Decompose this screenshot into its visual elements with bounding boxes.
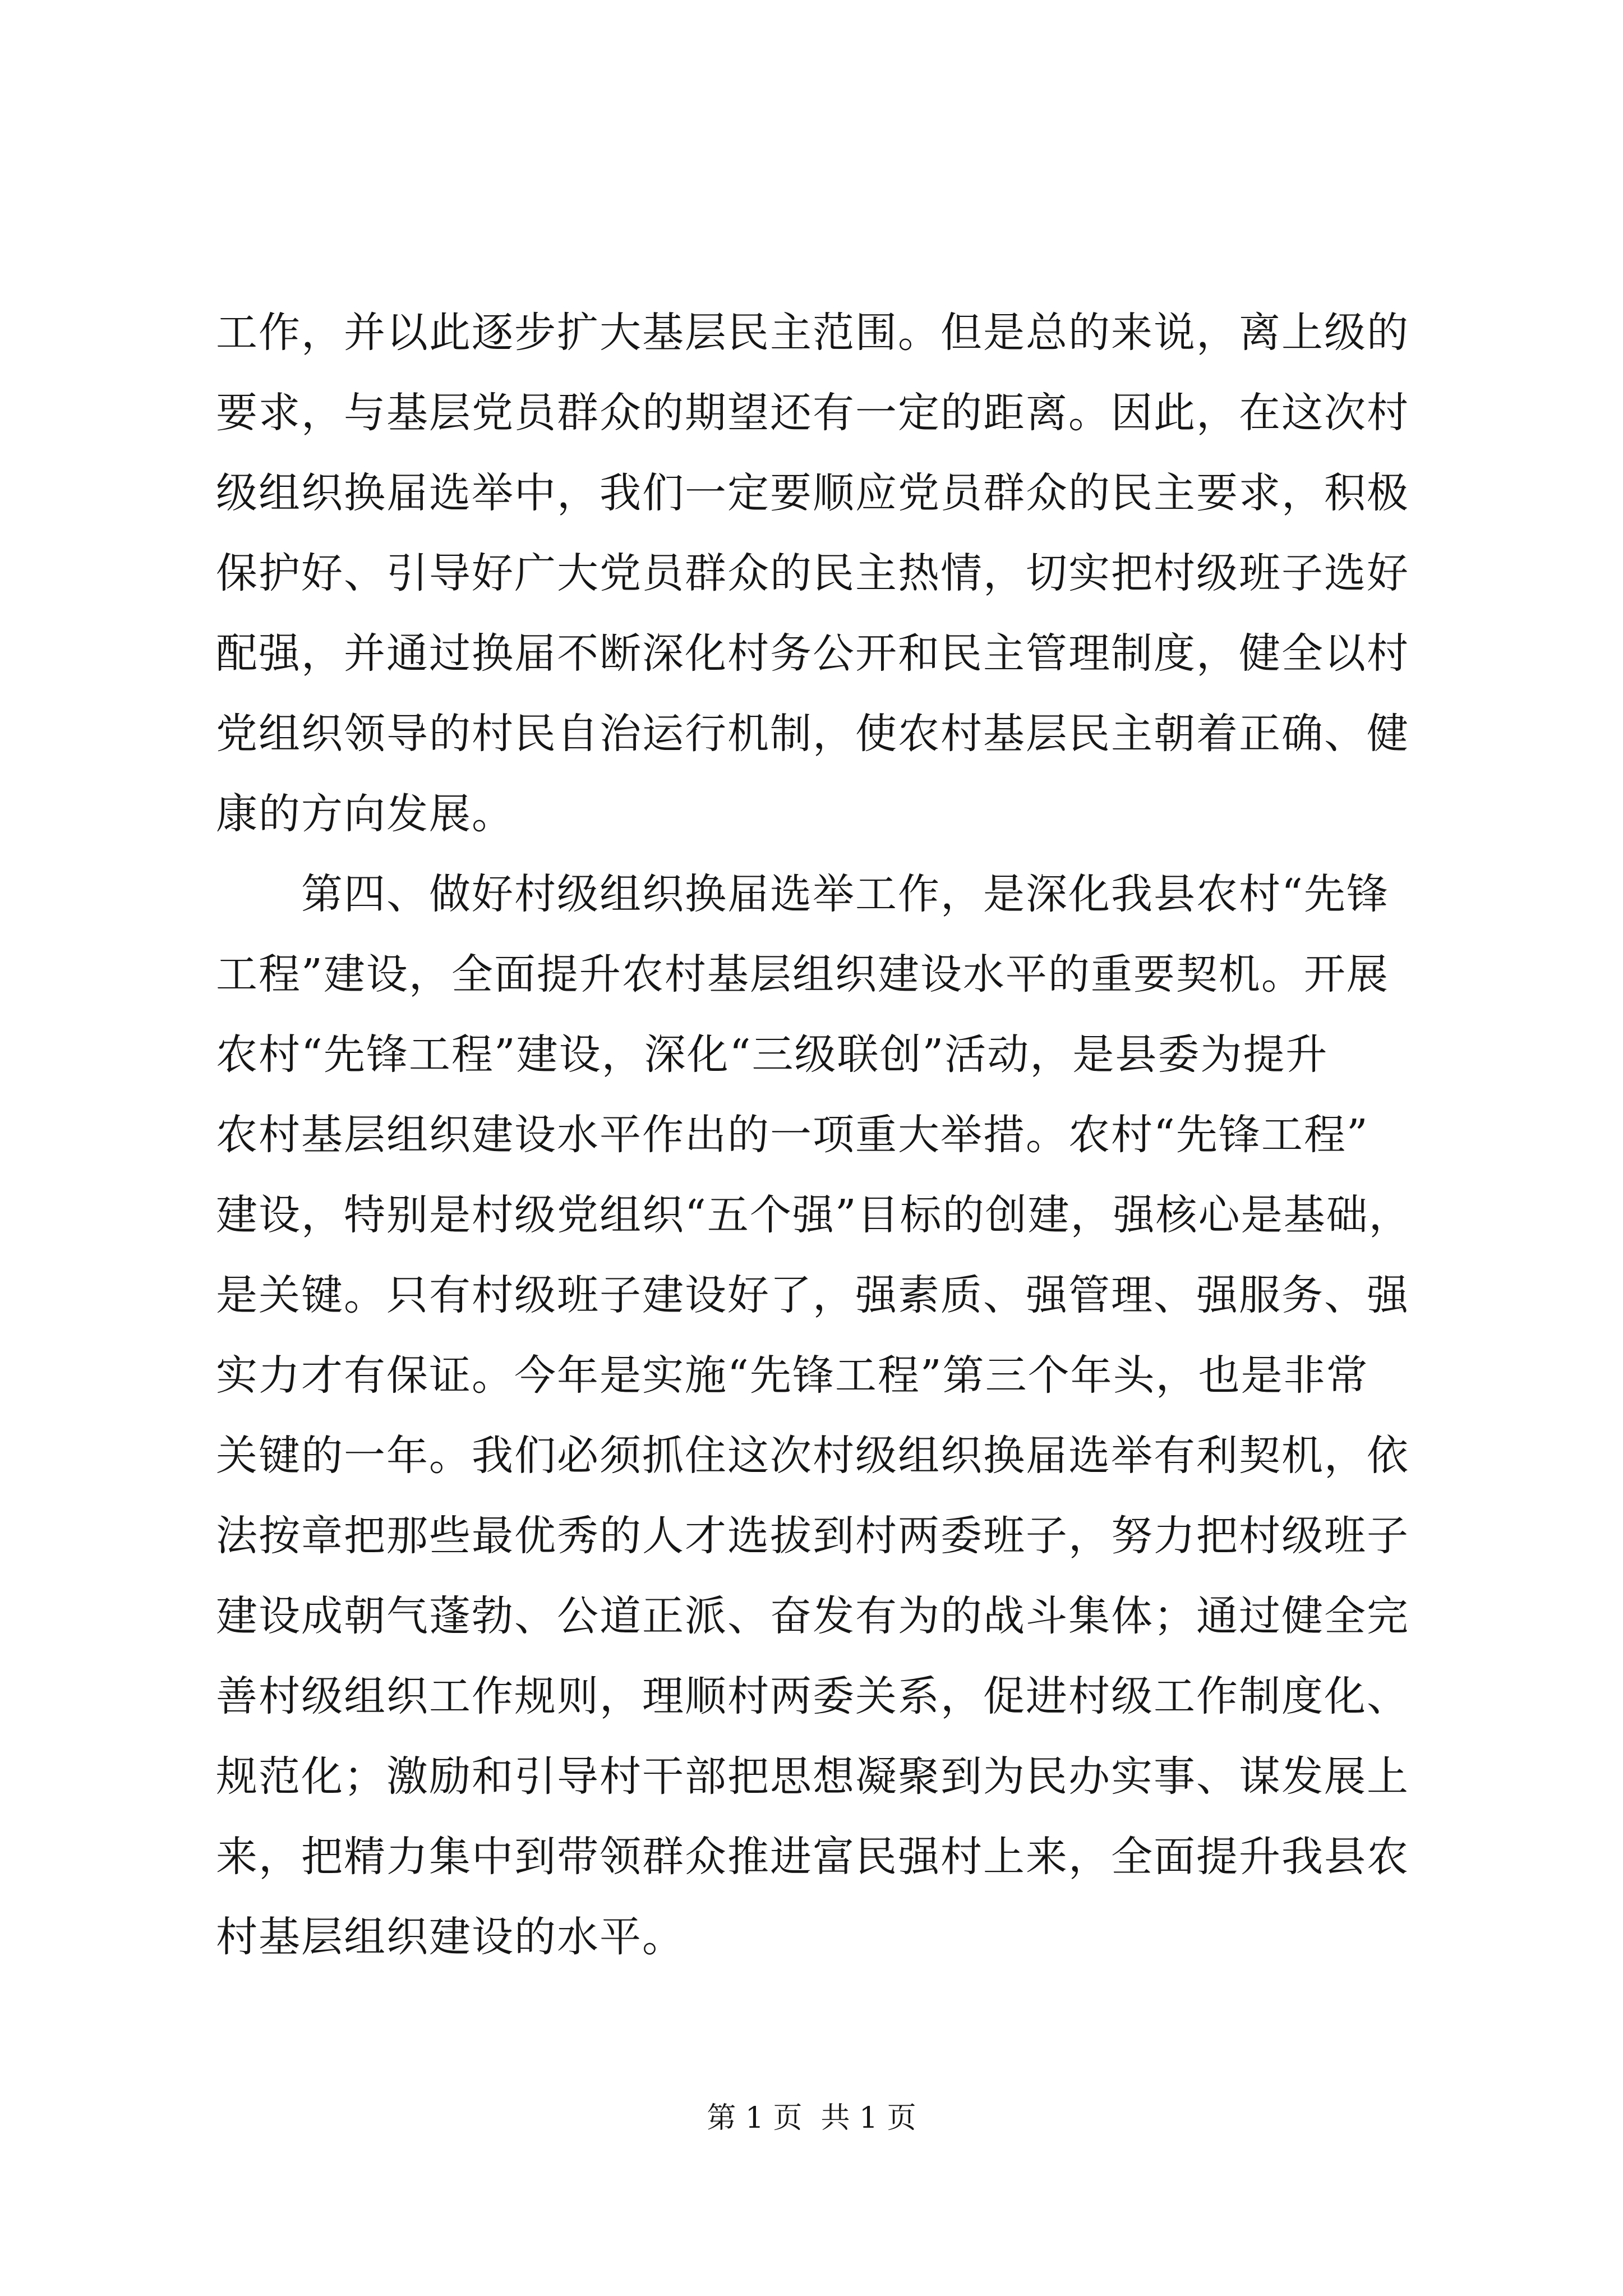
text-line: 村基层组织建设的水平。	[216, 1913, 685, 1961]
text-line: 工作，并以此逐步扩大基层民主范围。但是总的来说，离上级的	[216, 309, 1409, 357]
text-line: 规范化；激励和引导村干部把思想凝聚到为民办实事、谋发展上	[216, 1752, 1409, 1801]
text-line: 要求，与基层党员群众的期望还有一定的距离。因此，在这次村	[216, 389, 1409, 437]
text-line: 是关键。只有村级班子建设好了，强素质、强管理、强服务、强	[216, 1271, 1409, 1319]
text-line: 工程”建设，全面提升农村基层组织建设水平的重要契机。开展	[216, 950, 1389, 999]
page-number: 第 1 页 共 1 页	[707, 2101, 916, 2135]
text-line: 善村级组织工作规则，理顺村两委关系，促进村级工作制度化、	[216, 1672, 1409, 1720]
text-line: 康的方向发展。	[216, 790, 514, 838]
text-line: 党组织领导的村民自治运行机制，使农村基层民主朝着正确、健	[216, 710, 1409, 758]
paragraph-start-line: 第四、做好村级组织换届选举工作，是深化我县农村“先锋	[301, 870, 1389, 918]
text-line: 建设成朝气蓬勃、公道正派、奋发有为的战斗集体；通过健全完	[216, 1592, 1409, 1640]
body-text	[216, 293, 1422, 1977]
text-line: 农村“先锋工程”建设，深化“三级联创”活动，是县委为提升	[216, 1030, 1329, 1079]
page-footer	[0, 2099, 1623, 2138]
text-line: 关键的一年。我们必须抓住这次村级组织换届选举有利契机，依	[216, 1432, 1409, 1480]
text-line: 配强，并通过换届不断深化村务公开和民主管理制度，健全以村	[216, 629, 1409, 678]
text-line: 法按章把那些最优秀的人才选拔到村两委班子，努力把村级班子	[216, 1512, 1409, 1560]
text-line: 建设，特别是村级党组织“五个强”目标的创建，强核心是基础，	[216, 1191, 1412, 1239]
text-line: 来，把精力集中到带领群众推进富民强村上来，全面提升我县农	[216, 1833, 1409, 1881]
text-line: 级组织换届选举中，我们一定要顺应党员群众的民主要求，积极	[216, 469, 1409, 517]
text-line: 农村基层组织建设水平作出的一项重大举措。农村“先锋工程”	[216, 1111, 1369, 1159]
text-line: 保护好、引导好广大党员群众的民主热情，切实把村级班子选好	[216, 549, 1409, 597]
text-line: 实力才有保证。今年是实施“先锋工程”第三个年头，也是非常	[216, 1351, 1369, 1400]
